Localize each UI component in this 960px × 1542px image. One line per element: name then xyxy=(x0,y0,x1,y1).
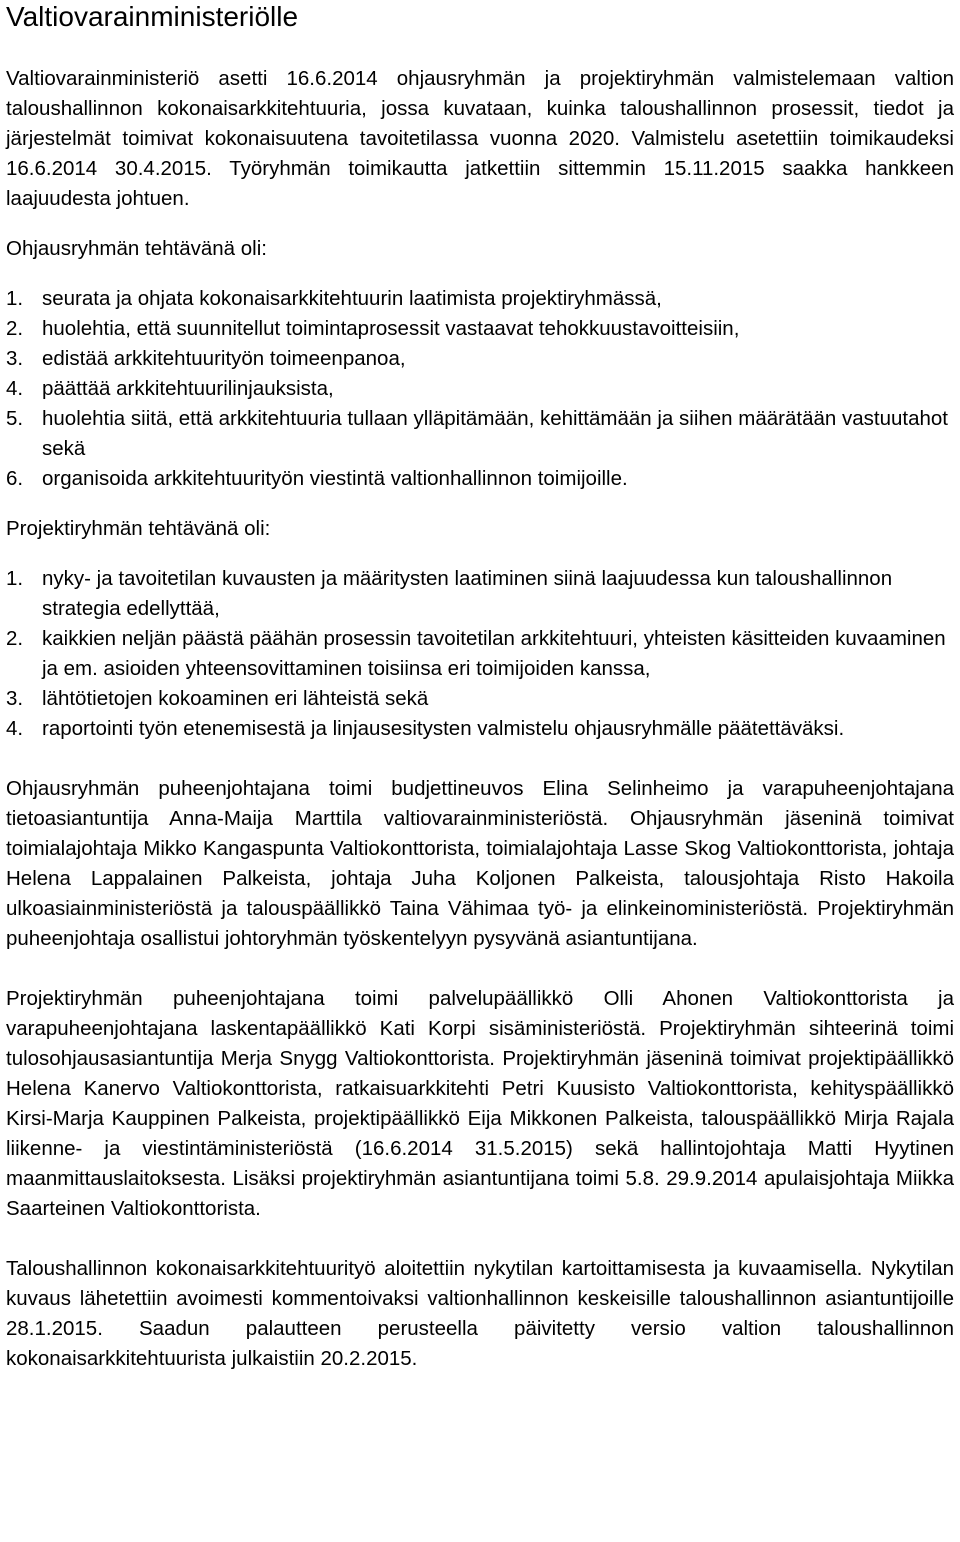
list-item-number: 4. xyxy=(6,717,24,740)
list-item-number: 2. xyxy=(6,317,24,340)
list-item xyxy=(6,344,954,374)
intro-paragraph: Valtiovarainministeriö asetti 16.6.2014 ohjausryhmän ja projektiryhmän valmistelemaan valtion taloushallinnon kokonaisarkkitehtuuria, jossa kuvataan, kuinka taloushallinnon prosessit, tiedot ja järjestelmät toimivat kokonaisuutena tavoitetilassa vuonna 2020. Valmistelu asetettiin toimikaudeksi 16.6.2014 30.4.2015. Työryhmän toimikautta jatkettiin sittemmin 15.11.2015 saakka hankkeen laajuudesta johtuen. xyxy=(6,67,954,210)
list-item-number: 5. xyxy=(6,407,24,430)
project-group-heading: Projektiryhmän tehtävänä oli: xyxy=(6,517,271,540)
list-item-text: edistää arkkitehtuurityön toimeenpanoa, xyxy=(42,347,406,370)
steering-members-paragraph: Ohjausryhmän puheenjohtajana toimi budjettineuvos Elina Selinheimo ja varapuheenjohtajana tietoasiantuntija Anna-Maija Marttila valtiovarainministeriöstä. Ohjausryhmän jäseninä toimivat toimialajohtaja Mikko Kangaspunta Valtiokonttorista, toimialajohtaja Lasse Skog Valtiokonttorista, johtaja Helena Lappalainen Palkeista, johtaja Juha Koljonen Palkeista, talousjohtaja Risto Hakoila ulkoasiainministeriöstä ja talouspäällikkö Taina Vähimaa työ- ja elinkeinoministeriöstä. Projektiryhmän puheenjohtaja osallistui johtoryhmän työskentelyyn pysyvänä asiantuntijana. xyxy=(6,777,954,950)
list-item-number: 6. xyxy=(6,467,24,490)
list-item xyxy=(6,684,954,714)
project-members-paragraph: Projektiryhmän puheenjohtajana toimi palvelupäällikkö Olli Ahonen Valtiokonttorista ja varapuheenjohtajana laskentapäällikkö Kati Korpi sisäministeriöstä. Projektiryhmän sihteerinä toimi tulosohjausasiantuntija Merja Snygg Valtiokonttorista. Projektiryhmän jäseninä toimivat projektipäällikkö Helena Kanervo Valtiokonttorista, ratkaisuarkkitehti Petri Kuusisto Valtiokonttorista, kehityspäällikkö Kirsi-Marja Kauppinen Palkeista, projektipäällikkö Eija Mikkonen Palkeista, talouspäällikkö Mirja Rajala liikenne- ja viestintäministeriöstä (16.6.2014 31.5.2015) sekä hallintojohtaja Matti Hyytinen maanmittauslaitoksesta. Lisäksi projektiryhmän asiantuntijana toimi 5.8. 29.9.2014 apulaisjohtaja Miikka Saarteinen Valtiokonttorista. xyxy=(6,987,954,1220)
list-item xyxy=(6,464,954,494)
list-item-text: raportointi työn etenemisestä ja linjausesitysten valmistelu ohjausryhmälle päätettäväksi. xyxy=(42,717,845,740)
list-item xyxy=(6,624,954,684)
list-item-number: 3. xyxy=(6,347,24,370)
steering-group-heading: Ohjausryhmän tehtävänä oli: xyxy=(6,237,267,260)
list-item-text: päättää arkkitehtuurilinjauksista, xyxy=(42,377,334,400)
list-item-text: organisoida arkkitehtuurityön viestintä valtionhallinnon toimijoille. xyxy=(42,467,628,490)
list-item-number: 1. xyxy=(6,287,24,310)
list-item xyxy=(6,314,954,344)
list-item-text: huolehtia siitä, että arkkitehtuuria tullaan ylläpitämään, kehittämään ja siihen määrätään vastuutahot sekä xyxy=(42,407,948,460)
list-item-text: nyky- ja tavoitetilan kuvausten ja määritysten laatiminen siinä laajuudessa kun taloushallinnon strategia edellyttää, xyxy=(42,567,893,620)
list-item-number: 4. xyxy=(6,377,24,400)
list-item-text: seurata ja ohjata kokonaisarkkitehtuurin laatimista projektiryhmässä, xyxy=(42,287,662,310)
list-item-number: 1. xyxy=(6,567,24,590)
list-item-text: lähtötietojen kokoaminen eri lähteistä sekä xyxy=(42,687,429,710)
list-item xyxy=(6,714,954,744)
list-item xyxy=(6,564,954,624)
project-task-list xyxy=(6,564,954,744)
steering-task-list xyxy=(6,284,954,494)
list-item xyxy=(6,404,954,464)
list-item xyxy=(6,374,954,404)
list-item-text: kaikkien neljän päästä päähän prosessin tavoitetilan arkkitehtuuri, yhteisten käsitteiden kuvaaminen ja em. asioiden yhteensovittaminen toisiinsa eri toimijoiden kanssa, xyxy=(42,627,946,680)
list-item-number: 2. xyxy=(6,627,24,650)
list-item xyxy=(6,284,954,314)
list-item-text: huolehtia, että suunnitellut toimintaprosessit vastaavat tehokkuustavoitteisiin, xyxy=(42,317,740,340)
document-title: Valtiovarainministeriölle xyxy=(6,1,299,32)
work-progress-paragraph: Taloushallinnon kokonaisarkkitehtuurityö aloitettiin nykytilan kartoittamisesta ja kuvaamisella. Nykytilan kuvaus lähetettiin avoimesti kommentoivaksi valtionhallinnon keskeisille taloushallinnon asiantuntijoille 28.1.2015. Saadun palautteen perusteella päivitetty versio valtion taloushallinnon kokonaisarkkitehtuurista julkaistiin 20.2.2015. xyxy=(6,1257,954,1370)
list-item-number: 3. xyxy=(6,687,24,710)
